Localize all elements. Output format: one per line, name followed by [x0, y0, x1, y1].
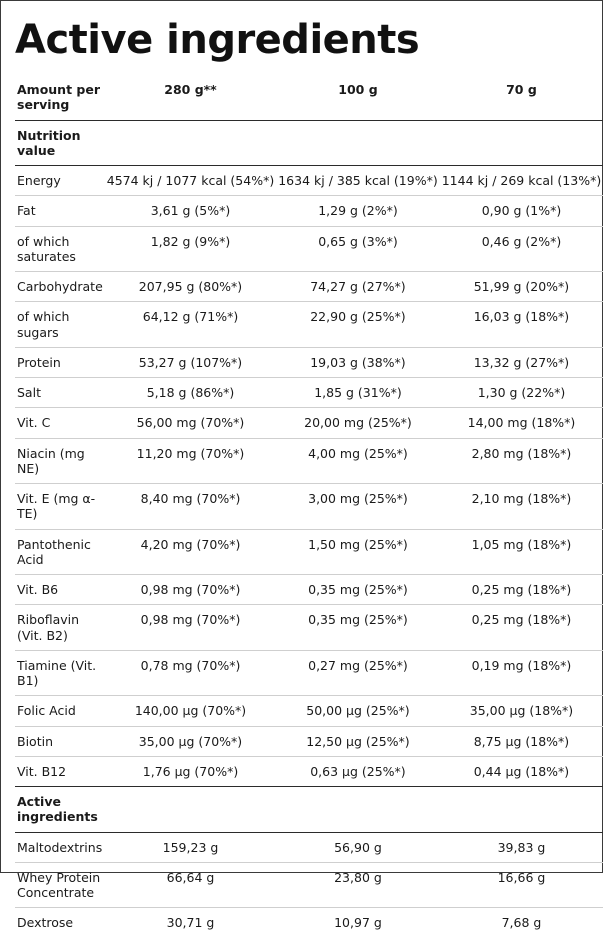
row-value-100g: 10,97 g [334, 915, 382, 931]
row-value-70g: 14,00 mg (18%*) [440, 408, 603, 438]
table-row [15, 862, 603, 908]
row-value-100g: 19,03 g (38%*) [276, 347, 440, 377]
section-spacer-2 [276, 120, 440, 166]
row-value-70g: 1,05 mg (18%*) [440, 529, 603, 575]
row-label: Riboflavin (Vit. B2) [15, 605, 105, 651]
nutrition-table [15, 75, 603, 938]
table-row [15, 529, 603, 575]
row-value-280g: 140,00 µg (70%*) [105, 696, 276, 726]
row-value-100g: 0,35 mg (25%*) [276, 605, 440, 651]
section-spacer-3 [440, 120, 603, 166]
row-value-70g: 13,32 g (27%*) [440, 347, 603, 377]
row-value-100g: 50,00 µg (25%*) [276, 696, 440, 726]
row-value-100g: 20,00 mg (25%*) [276, 408, 440, 438]
row-value-100g: 22,90 g (25%*) [276, 302, 440, 348]
column-header-label: Amount per serving [15, 75, 105, 120]
section-spacer-2 [276, 787, 440, 833]
row-label: Vit. B6 [15, 575, 105, 605]
row-value-280g: 0,98 mg (70%*) [105, 605, 276, 651]
section-spacer-3 [440, 787, 603, 833]
row-value-100g: 0,35 mg (25%*) [276, 575, 440, 605]
table-row [15, 378, 603, 408]
row-value-280g: 5,18 g (86%*) [105, 378, 276, 408]
row-label: Dextrose [17, 915, 74, 931]
row-label: Tiamine (Vit. B1) [15, 650, 105, 696]
row-label: Biotin [15, 726, 105, 756]
row-label: Vit. C [15, 408, 105, 438]
row-value-70g: 16,03 g (18%*) [440, 302, 603, 348]
row-value-280g: 0,78 mg (70%*) [105, 650, 276, 696]
row-value-280g: 64,12 g (71%*) [105, 302, 276, 348]
row-value-100g: 1,29 g (2%*) [276, 196, 440, 226]
table-row [15, 832, 603, 862]
row-value-70g: 0,25 mg (18%*) [440, 605, 603, 651]
row-value-280g: 1,82 g (9%*) [105, 226, 276, 272]
row-label: Vit. E (mg α-TE) [15, 484, 105, 530]
section-title: Active ingredients [15, 787, 105, 833]
row-value-100g: 56,90 g [276, 832, 440, 862]
section-header-nutrition-value [15, 120, 603, 166]
row-value-70g: 51,99 g (20%*) [440, 272, 603, 302]
row-value-100g: 12,50 µg (25%*) [276, 726, 440, 756]
table-row [15, 696, 603, 726]
page-title: Active ingredients [15, 17, 420, 63]
row-value-70g: 8,75 µg (18%*) [440, 726, 603, 756]
row-label: Niacin (mg NE) [15, 438, 105, 484]
row-value-70g: 39,83 g [440, 832, 603, 862]
row-label: of which sugars [15, 302, 105, 348]
section-spacer-1 [105, 787, 276, 833]
row-value-280g: 4,20 mg (70%*) [105, 529, 276, 575]
table-row [15, 484, 603, 530]
row-value-70g: 2,80 mg (18%*) [440, 438, 603, 484]
row-value-70g: 0,19 mg (18%*) [440, 650, 603, 696]
row-value-280g: 159,23 g [105, 832, 276, 862]
row-value-280g: 53,27 g (107%*) [105, 347, 276, 377]
row-value-100g: 4,00 mg (25%*) [276, 438, 440, 484]
row-value-100g: 1634 kj / 385 kcal (19%*) [276, 166, 440, 196]
section-header-active-ingredients [15, 787, 603, 833]
table-row [15, 605, 603, 651]
table-row [15, 302, 603, 348]
column-header-70g: 70 g [440, 75, 603, 120]
column-header-100g: 100 g [276, 75, 440, 120]
row-label: Carbohydrate [15, 272, 105, 302]
table-row [15, 650, 603, 696]
nutrition-table-body [15, 75, 603, 938]
row-value-280g: 30,71 g [166, 915, 215, 931]
row-label: Fat [15, 196, 105, 226]
row-label: Folic Acid [15, 696, 105, 726]
row-value-100g: 1,85 g (31%*) [276, 378, 440, 408]
row-label: Protein [15, 347, 105, 377]
section-title: Nutrition value [15, 120, 105, 166]
table-row [15, 726, 603, 756]
row-value-70g: 16,66 g [440, 862, 603, 908]
row-value-280g: 3,61 g (5%*) [105, 196, 276, 226]
row-value-280g: 4574 kj / 1077 kcal (54%*) [105, 166, 276, 196]
row-label: Vit. B12 [15, 756, 105, 786]
row-label: of which saturates [15, 226, 105, 272]
row-label: Whey Protein Concentrate [15, 862, 105, 908]
row-value-280g: 207,95 g (80%*) [105, 272, 276, 302]
row-value-280g: 35,00 µg (70%*) [105, 726, 276, 756]
table-row [15, 347, 603, 377]
column-header-280g: 280 g** [105, 75, 276, 120]
row-value-280g: 8,40 mg (70%*) [105, 484, 276, 530]
row-value-70g: 0,44 µg (18%*) [440, 756, 603, 786]
row-value-280g: 56,00 mg (70%*) [105, 408, 276, 438]
row-value-100g: 23,80 g [276, 862, 440, 908]
table-header-row [15, 75, 603, 120]
row-value-70g: 35,00 µg (18%*) [440, 696, 603, 726]
row-value-100g: 3,00 mg (25%*) [276, 484, 440, 530]
row-label: Energy [15, 166, 105, 196]
table-row [15, 196, 603, 226]
row-value-100g: 0,65 g (3%*) [276, 226, 440, 272]
table-row [15, 438, 603, 484]
row-value-100g: 0,27 mg (25%*) [276, 650, 440, 696]
row-value-70g: 2,10 mg (18%*) [440, 484, 603, 530]
row-value-100g: 1,50 mg (25%*) [276, 529, 440, 575]
table-row [15, 575, 603, 605]
row-value-100g: 0,63 µg (25%*) [276, 756, 440, 786]
row-value-280g: 66,64 g [105, 862, 276, 908]
row-value-70g: 7,68 g [501, 915, 542, 931]
row-value-280g: 11,20 mg (70%*) [105, 438, 276, 484]
row-value-70g: 0,46 g (2%*) [440, 226, 603, 272]
table-row [15, 408, 603, 438]
row-label: Salt [15, 378, 105, 408]
table-row [15, 166, 603, 196]
row-value-280g: 1,76 µg (70%*) [105, 756, 276, 786]
row-value-280g: 0,98 mg (70%*) [105, 575, 276, 605]
table-row [15, 756, 603, 786]
row-value-70g: 1144 kj / 269 kcal (13%*) [440, 166, 603, 196]
row-value-70g: 1,30 g (22%*) [440, 378, 603, 408]
row-label: Maltodextrins [15, 832, 105, 862]
table-row [15, 272, 603, 302]
table-row [15, 908, 603, 938]
section-spacer-1 [105, 120, 276, 166]
row-value-70g: 0,25 mg (18%*) [440, 575, 603, 605]
table-row [15, 226, 603, 272]
row-label: Pantothenic Acid [15, 529, 105, 575]
row-value-70g: 0,90 g (1%*) [440, 196, 603, 226]
row-value-100g: 74,27 g (27%*) [276, 272, 440, 302]
